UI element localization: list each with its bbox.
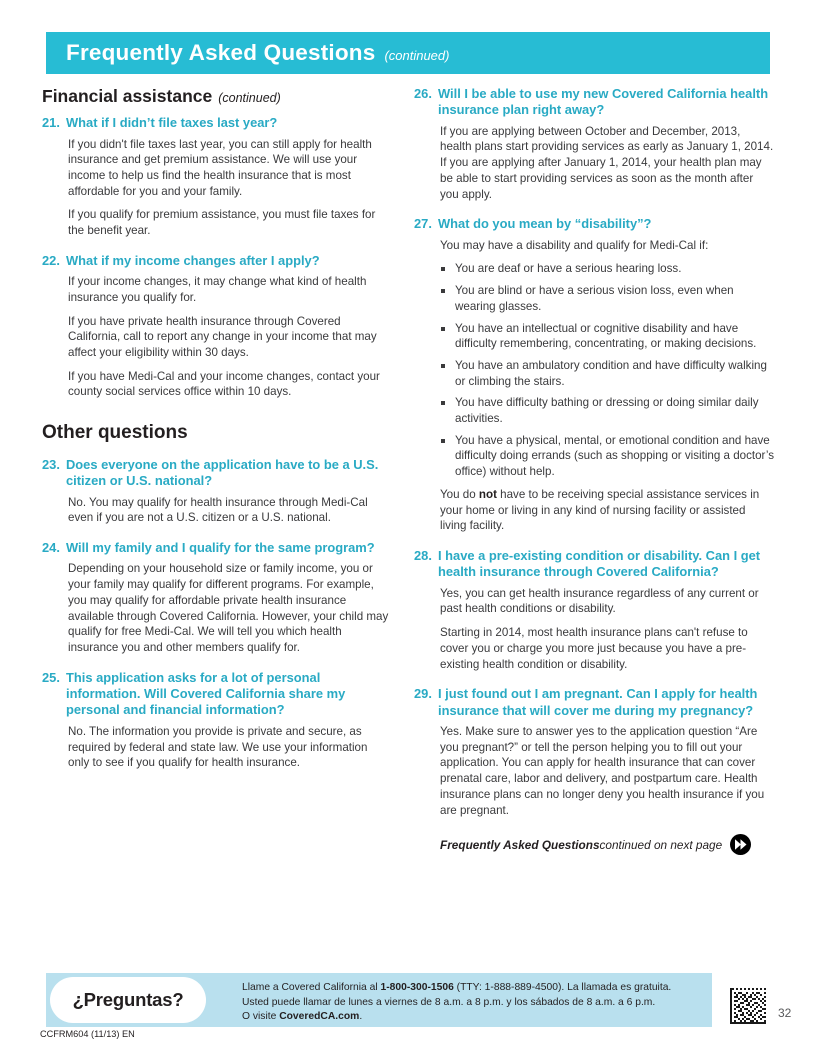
faq-number: 22. — [42, 252, 60, 268]
faq-number: 29. — [414, 686, 432, 702]
faq-question-text: What do you mean by “disability”? — [438, 216, 652, 232]
continued-on-next-page — [414, 834, 774, 855]
faq-question-24 — [42, 540, 390, 556]
faq-number: 24. — [42, 540, 60, 556]
page-header-banner — [46, 32, 770, 74]
section-heading-financial-assistance — [42, 86, 390, 106]
faq-question-text: What if my income changes after I apply? — [66, 252, 320, 268]
faq-answer-paragraph: If you didn't file taxes last year, you can still apply for health insurance and get premium assistance. We will use your income to help us find the health insurance that is most affordable for you and your family. — [68, 137, 372, 198]
faq-answer-paragraph: No. The information you provide is private and secure, as required by federal and state law. We use your information only to see if you qualify for health insurance. — [68, 724, 368, 770]
faq-item-28 — [414, 548, 774, 672]
faq-item-21 — [42, 115, 390, 239]
list-item: You are deaf or have a serious hearing loss. — [440, 261, 774, 277]
faq-question-text: Does everyone on the application have to be a U.S. citizen or U.S. national? — [66, 456, 379, 489]
continued-title: Frequently Asked Questions — [440, 837, 600, 852]
footer-line3-post: . — [359, 1011, 363, 1023]
faq-answer-paragraph: If you are applying between October and December, 2013, health plans start providing services as early as January 1, 2014. If you are applying after January 1, 2014, your health plan may be able to start providing services as soon as the month after you apply. — [440, 124, 774, 201]
list-item: You have a physical, mental, or emotional condition and have difficulty doing errands (such as shopping or visiting a doctor’s office) without help. — [440, 433, 774, 480]
section-heading-continued: (continued) — [218, 91, 281, 105]
faq-question-22 — [42, 253, 390, 269]
preguntas-pill — [50, 977, 206, 1023]
list-item: You are blind or have a serious vision loss, even when wearing glasses. — [440, 283, 774, 314]
faq-question-26 — [414, 86, 774, 119]
data-matrix-code-icon — [730, 988, 766, 1024]
faq-number: 25. — [42, 669, 60, 685]
section-heading-label: Financial assistance — [42, 86, 213, 106]
faq-item-27 — [414, 216, 774, 534]
faq-question-text: I have a pre-existing condition or disability. Can I get health insurance through Covered California? — [438, 547, 761, 580]
footer-contact-text — [242, 981, 704, 1025]
continued-rest: continued on next page — [599, 837, 723, 852]
faq-question-27 — [414, 216, 774, 232]
faq-question-text: What if I didn’t file taxes last year? — [66, 115, 278, 131]
faq-number: 28. — [414, 547, 432, 563]
footer-contact-box — [46, 973, 712, 1027]
footer-website-link[interactable]: CoveredCA.com — [279, 1011, 360, 1023]
faq-item-23 — [42, 457, 390, 526]
footer-line-3 — [242, 1010, 704, 1025]
faq-number: 27. — [414, 216, 432, 232]
footer-phone-number: 1-800-300-1506 — [380, 982, 454, 993]
preguntas-label: ¿Preguntas? — [72, 989, 184, 1010]
double-chevron-right-icon — [730, 834, 751, 855]
faq-item-26 — [414, 86, 774, 202]
faq-question-29 — [414, 686, 774, 719]
footer-line-2: Usted puede llamar de lunes a viernes de 8 a.m. a 8 p.m. y los sábados de 8 a.m. a 6 p.m. — [242, 996, 656, 1008]
faq-answer-paragraph: If you qualify for premium assistance, you must file taxes for the benefit year. — [68, 208, 376, 238]
outro-pre: You do — [440, 487, 479, 501]
outro-emphasis: not — [478, 487, 497, 501]
faq-answer-paragraph: If you have private health insurance through Covered California, call to report any change in your income that may affect your eligibility within 30 days. — [68, 314, 377, 359]
footer-line1-post: (TTY: 1-888-889-4500). La llamada es gratuita. — [453, 982, 672, 993]
faq-item-22 — [42, 253, 390, 400]
faq-question-text: Will my family and I qualify for the same program? — [66, 540, 375, 556]
footer-line3-pre: O visite — [242, 1011, 280, 1023]
faq-answer-paragraph: No. You may qualify for health insurance through Medi-Cal even if you are not a U.S. citizen or a U.S. national. — [68, 495, 368, 525]
faq-item-29 — [414, 686, 774, 818]
left-column — [42, 86, 390, 785]
page-number: 32 — [778, 1006, 792, 1020]
faq-answer-outro — [414, 487, 774, 534]
list-item: You have difficulty bathing or dressing or doing similar daily activities. — [440, 395, 774, 426]
page-title-continued-label: (continued) — [384, 47, 450, 63]
faq-answer-paragraph: If you have Medi-Cal and your income changes, contact your county social services office within 10 days. — [68, 369, 380, 399]
faq-number: 23. — [42, 456, 60, 472]
faq-item-25 — [42, 670, 390, 771]
footer-line-1 — [242, 981, 704, 996]
outro-post: have to be receiving special assistance services in your home or living in any kind of nursing facility or assisted living facility. — [440, 487, 760, 533]
faq-answer-paragraph: Starting in 2014, most health insurance plans can't refuse to cover you or charge you more just because you have a pre-existing health condition or disability. — [440, 626, 748, 671]
faq-question-text: I just found out I am pregnant. Can I apply for health insurance that will cover me during my pregnancy? — [438, 686, 758, 718]
faq-answer-intro: You may have a disability and qualify for Medi-Cal if: — [440, 238, 709, 252]
faq-item-24 — [42, 540, 390, 656]
list-item: You have an intellectual or cognitive disability and have difficulty remembering, concentrating, or making decisions. — [440, 321, 774, 352]
faq-question-text: Will I be able to use my new Covered California health insurance plan right away? — [438, 86, 769, 118]
right-column — [414, 86, 774, 855]
faq-answer-paragraph: Yes, you can get health insurance regardless of any current or past health conditions or disability. — [440, 586, 759, 616]
form-code-label: CCFRM604 (11/13) EN — [40, 1029, 135, 1039]
faq-question-text: This application asks for a lot of personal information. Will Covered California share my personal and financial information? — [66, 669, 346, 718]
faq-number: 21. — [42, 115, 60, 131]
faq-question-28 — [414, 548, 774, 581]
faq-answer-paragraph: If your income changes, it may change what kind of health insurance you qualify for. — [68, 275, 367, 304]
faq-answer-paragraph: Depending on your household size or family income, you or your family may qualify for different programs. For example, you may qualify for affordable private health insurance available through Covered California. However, your child may qualify for free Medi-Cal. We will tell you which health insurance you and other members qualify for. — [68, 562, 389, 654]
faq-question-25 — [42, 670, 390, 719]
faq-number: 26. — [414, 86, 432, 101]
disability-criteria-list — [414, 261, 774, 479]
page-title: Frequently Asked Questions — [66, 39, 376, 65]
faq-question-21 — [42, 115, 390, 131]
list-item: You have an ambulatory condition and have difficulty walking or climbing the stairs. — [440, 358, 774, 389]
faq-answer-paragraph: Yes. Make sure to answer yes to the application question “Are you pregnant?” or tell the person helping you to fill out your application. You can apply for health insurance that can cover prenatal care, labor and delivery, and postpartum care. Health insurance plans can no longer deny you health insurance if you are pregnant. — [440, 725, 765, 817]
faq-question-23 — [42, 457, 390, 490]
footer-line1-pre: Llame a Covered California al — [242, 982, 381, 993]
section-heading-other-questions: Other questions — [42, 422, 188, 444]
